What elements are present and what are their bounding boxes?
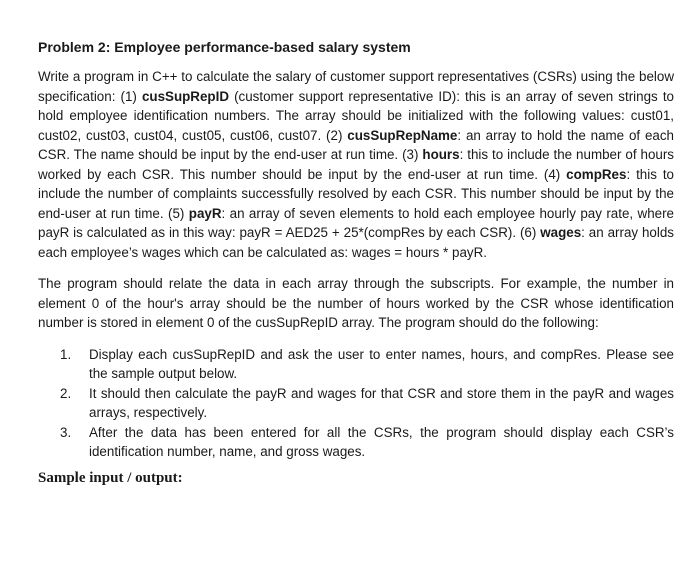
list-number: 3. <box>60 424 72 440</box>
problem-heading: Problem 2: Employee performance-based salary system <box>38 39 411 55</box>
relation-paragraph: The program should relate the data in each array through the subscripts. For example, the number in element 0 of the hour's array should be the number of hours worked by the CSR whose identification number is stored in element 0 of the cusSupRepID array. The program should do the following: <box>38 276 674 330</box>
spec-term-compres: compRes <box>566 166 627 182</box>
spec-term-hours: hours <box>422 147 460 162</box>
spec-text: : an array holds each employee’s wages which can be calculated as: wages = hours * payR. <box>38 225 674 260</box>
spec-text: Write a program in C++ to calculate the salary of customer support representatives (CSRs) using the below specification: (1) <box>38 69 674 104</box>
list-item <box>60 423 674 462</box>
specification-paragraph <box>38 67 674 262</box>
spec-text: : this to include the number of complaints successfully resolved by each CSR. This number should be input by the end-user at run time. (5) <box>38 166 674 221</box>
spec-text: : this to include the number of hours worked by each CSR. This number should be input by the end-user at run time. (4) <box>38 147 674 182</box>
list-number: 2. <box>60 385 72 401</box>
sample-heading: Sample input / output: <box>38 469 183 486</box>
list-item <box>60 384 674 423</box>
list-text: It should then calculate the payR and wages for that CSR and store them in the payR and wages arrays, respectively. <box>89 385 674 420</box>
list-item <box>60 345 674 384</box>
spec-term-cussuprepname: cusSupRepName <box>347 127 458 143</box>
list-number: 1. <box>60 346 72 362</box>
spec-term-payr: payR <box>188 205 222 221</box>
list-text: After the data has been entered for all the CSRs, the program should display each CSR’s identification number, name, and gross wages. <box>89 424 674 459</box>
list-text: Display each cusSupRepID and ask the user to enter names, hours, and compRes. Please see the sample output below. <box>89 346 674 381</box>
spec-text: : an array to hold the name of each CSR. The name should be input by the end-user at run time. (3) <box>38 127 674 162</box>
requirements-list <box>38 345 674 462</box>
spec-term-wages: wages <box>540 225 582 240</box>
spec-text: : an array of seven elements to hold each employee hourly pay rate, where payR is calculated as in this way: payR = AED25 + 25*(compRes by each CSR). (6) <box>38 205 674 240</box>
spec-term-cussuprepid: cusSupRepID <box>141 88 229 104</box>
spec-text: (customer support representative ID): this is an array of seven strings to hold employee identification numbers. The array should be initialized with the following values: cust01, cust02, cust03, cust04, cust05, cust06, cust07. (2) <box>38 88 674 143</box>
